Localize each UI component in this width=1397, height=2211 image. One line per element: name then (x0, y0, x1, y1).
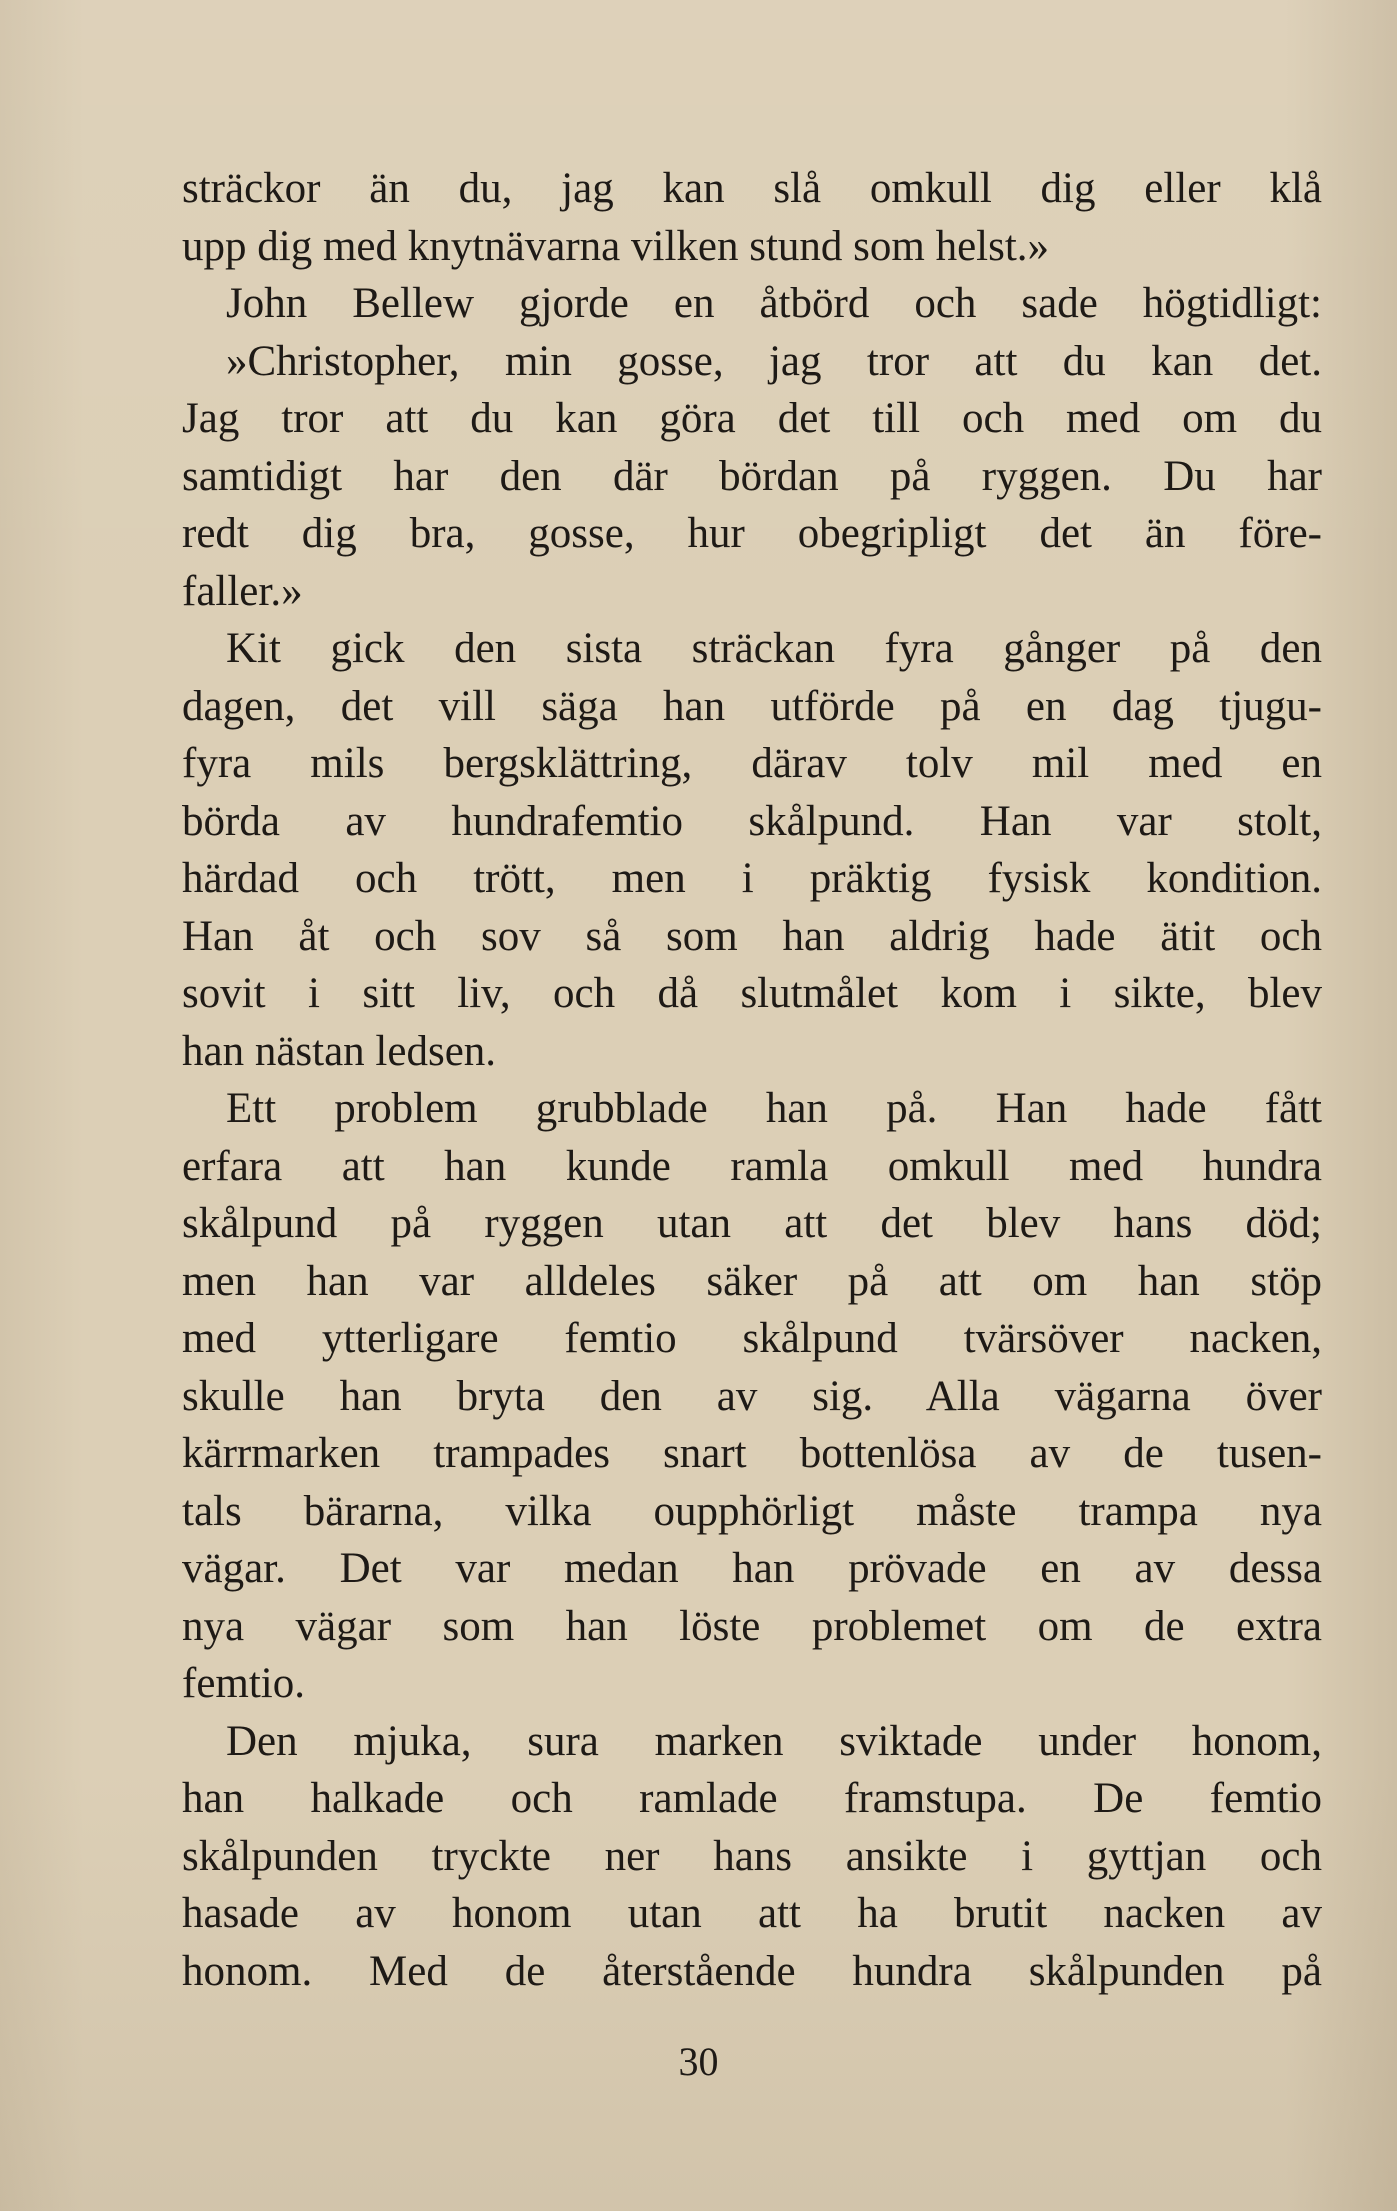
text-line: dagen, det vill säga han utförde på en dag tjugu- (182, 682, 1322, 730)
text-line: fyra mils bergsklättring, därav tolv mil med en (182, 740, 1322, 787)
text-line: han halkade och ramlade framstupa. De femtio (182, 1775, 1322, 1822)
text-line: samtidigt har den där bördan på ryggen. Du har (182, 452, 1322, 500)
text-line: skulle han bryta den av sig. Alla vägarna över (182, 1372, 1322, 1420)
text-line: Jag tror att du kan göra det till och med om du (182, 395, 1322, 442)
text-line: skålpund på ryggen utan att det blev hans död; (182, 1200, 1322, 1247)
text-line: med ytterligare femtio skålpund tvärsöver nacken, (182, 1315, 1322, 1362)
text-line: redt dig bra, gosse, hur obegripligt det än före- (182, 510, 1322, 557)
text-line: tals bärarna, vilka oupphörligt måste trampa nya (182, 1487, 1322, 1535)
page-number: 30 (678, 2039, 719, 2084)
text-line: börda av hundrafemtio skålpund. Han var stolt, (182, 797, 1322, 845)
text-line: härdad och trött, men i präktig fysisk kondition. (182, 855, 1322, 902)
text-line: Kit gick den sista sträckan fyra gånger på den (226, 625, 1322, 672)
text-line: faller.» (182, 567, 303, 615)
text-line: nya vägar som han löste problemet om de extra (182, 1602, 1322, 1650)
text-line: men han var alldeles säker på att om han stöp (182, 1257, 1322, 1305)
text-line: Han åt och sov så som han aldrig hade ätit och (182, 912, 1322, 960)
text-line: kärrmarken trampades snart bottenlösa av de tusen- (182, 1430, 1322, 1477)
text-line: upp dig med knytnävarna vilken stund som helst.» (182, 222, 1050, 270)
text-line: »Christopher, min gosse, jag tror att du kan det. (226, 337, 1322, 385)
text-line: erfara att han kunde ramla omkull med hundra (182, 1142, 1322, 1190)
text-line: vägar. Det var medan han prövade en av dessa (182, 1545, 1322, 1592)
text-line: Den mjuka, sura marken sviktade under honom, (226, 1717, 1322, 1765)
text-line: sovit i sitt liv, och då slutmålet kom i sikte, blev (182, 970, 1322, 1017)
text-line: femtio. (182, 1660, 305, 1707)
text-line: skålpunden tryckte ner hans ansikte i gyttjan och (182, 1832, 1322, 1880)
text-line: John Bellew gjorde en åtbörd och sade högtidligt: (226, 280, 1322, 327)
text-line: hasade av honom utan att ha brutit nacken av (182, 1890, 1322, 1937)
text-line: han nästan ledsen. (182, 1027, 497, 1075)
text-line: sträckor än du, jag kan slå omkull dig eller klå (182, 165, 1322, 212)
text-line: Ett problem grubblade han på. Han hade fått (226, 1085, 1322, 1132)
text-line: honom. Med de återstående hundra skålpunden på (182, 1947, 1322, 1995)
body-text (182, 160, 1322, 2000)
